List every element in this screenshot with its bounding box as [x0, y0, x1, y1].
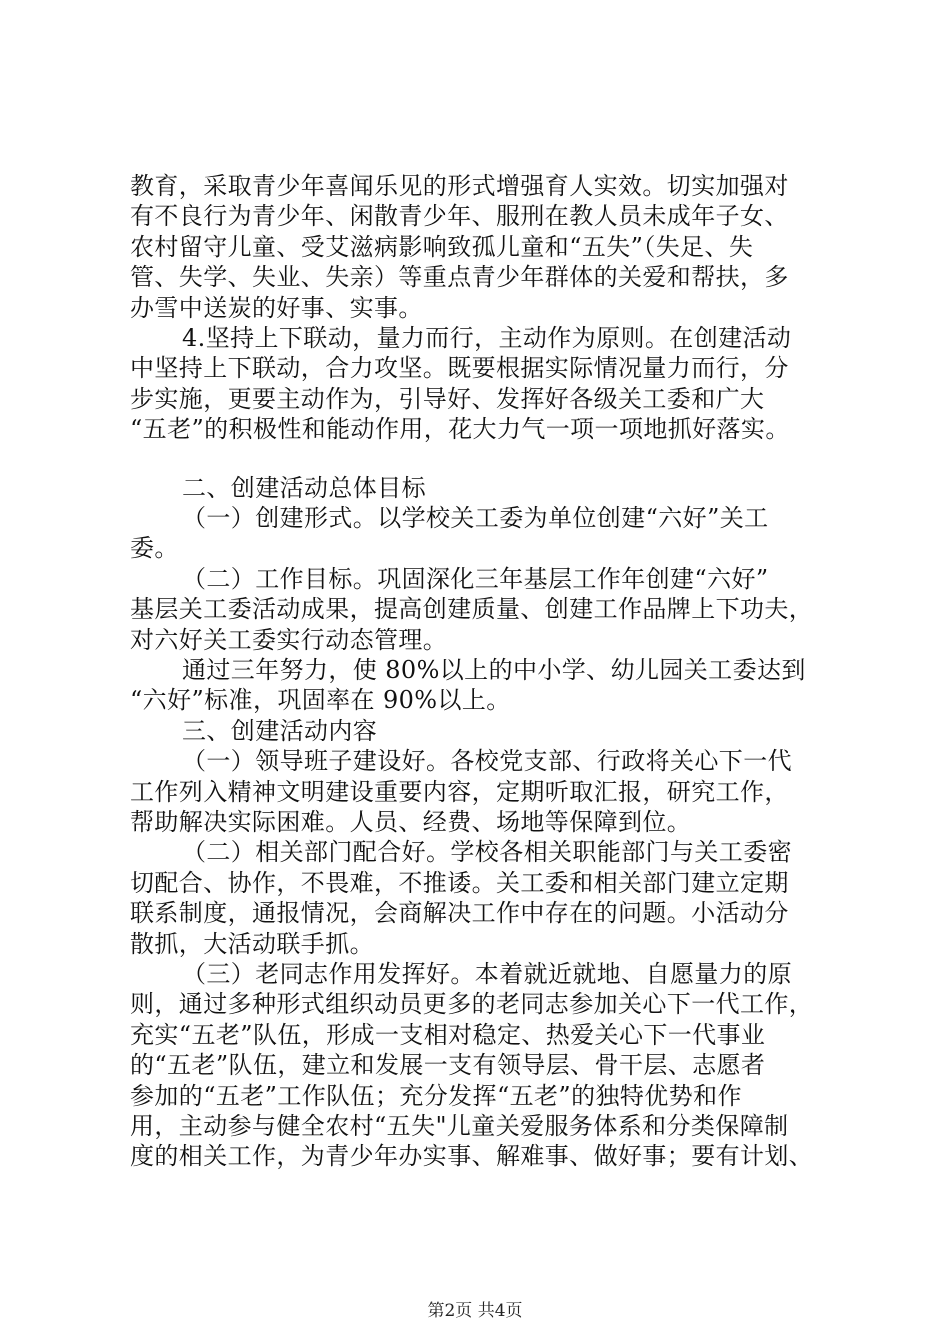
text-line: 有不良行为青少年、闲散青少年、服刑在教人员未成年子女、 [130, 202, 789, 231]
page-footer: 第2页 共4页 [427, 1301, 523, 1321]
text-line: 教育，采取青少年喜闻乐见的形式增强育人实效。切实加强对 [130, 172, 789, 200]
text-line: “六好”标准，巩固率在 90%以上。 [130, 686, 511, 715]
text-line: （二）相关部门配合好。学校各相关职能部门与关工委密 [182, 838, 792, 867]
text-line: 通过三年努力，使 80%以上的中小学、幼儿园关工委达到 [182, 656, 806, 684]
text-line: “五老”的积极性和能动作用，花大力气一项一项地抓好落实。 [130, 415, 790, 444]
text-line: 切配合、协作，不畏难，不推诿。关工委和相关部门建立定期 [130, 868, 789, 897]
text-line: 农村留守儿童、受艾滋病影响致孤儿童和“五失”（失足、失 [130, 232, 754, 261]
text-line: 度的相关工作，为青少年办实事、解难事、做好事；要有计划、 [130, 1142, 814, 1171]
text-line: 充实“五老”队伍，形成一支相对稳定、热爱关心下一代事业 [130, 1020, 766, 1049]
text-line: 办雪中送炭的好事、实事。 [130, 293, 423, 322]
text-line: 工作列入精神文明建设重要内容，定期听取汇报，研究工作， [130, 777, 789, 806]
text-line: （一）创建形式。以学校关工委为单位创建“六好”关工 [182, 504, 769, 532]
text-line: 则，通过多种形式组织动员更多的老同志参加关心下一代工作， [130, 990, 814, 1019]
text-line: 委。 [130, 534, 179, 563]
text-line: 4.坚持上下联动，量力而行，主动作为原则。在创建活动 [182, 324, 792, 352]
section-heading: 三、创建活动内容 [182, 716, 378, 745]
text-line: 基层关工委活动成果，提高创建质量、创建工作品牌上下功夫， [130, 595, 814, 624]
text-line: （三）老同志作用发挥好。本着就近就地、自愿量力的原 [182, 960, 792, 988]
text-line: 散抓，大活动联手抓。 [130, 929, 374, 958]
text-line: 用，主动参与健全农村“五失"儿童关爱服务体系和分类保障制 [130, 1112, 789, 1140]
text-line: 中坚持上下联动，合力攻坚。既要根据实际情况量力而行，分 [130, 354, 789, 383]
text-line: 的“五老”队伍，建立和发展一支有领导层、骨干层、志愿者 [130, 1051, 766, 1080]
text-line: 对六好关工委实行动态管理。 [130, 625, 448, 654]
text-line: 管、失学、失业、失亲）等重点青少年群体的关爱和帮扶，多 [130, 263, 789, 292]
section-heading: 二、创建活动总体目标 [182, 473, 426, 502]
text-line: 参加的“五老”工作队伍；充分发挥“五老”的独特优势和作 [130, 1081, 742, 1110]
text-line: 联系制度，通报情况，会商解决工作中存在的问题。小活动分 [130, 899, 789, 928]
text-line: 帮助解决实际困难。人员、经费、场地等保障到位。 [130, 808, 692, 836]
text-line: 步实施，更要主动作为，引导好、发挥好各级关工委和广大 [130, 384, 765, 413]
text-line: （二）工作目标。巩固深化三年基层工作年创建“六好” [182, 564, 769, 593]
text-line: （一）领导班子建设好。各校党支部、行政将关心下一代 [182, 747, 792, 776]
